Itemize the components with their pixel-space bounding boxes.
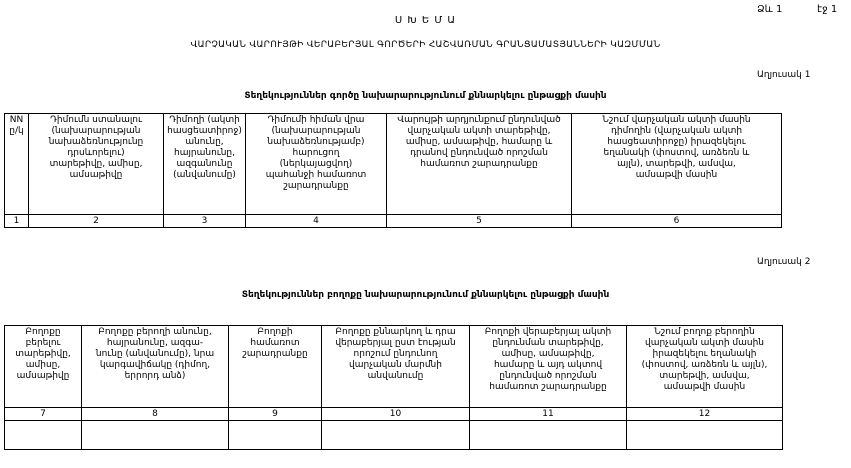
table-2-empty-cell: [82, 421, 229, 450]
table-2-column-number: 8: [82, 408, 229, 421]
table-1-header-cell: Դիմողի (ակտի հասցեատիրոջ) անունը, հայրանունը, ազգանունը (անվանումը): [164, 114, 246, 215]
table-1-header-cell: Նշում վարչական ակտի մասին դիմողին (վարչական ակտի հասցեատիրոջը) իրազեկելու եղանակի (փոստով, առձեռն և այլն), տարեթվի, ամսվա, ամսաթվի մասին: [572, 114, 782, 215]
page-number: էջ 1: [817, 4, 838, 15]
table-2-header-cell: Բողոքը քննարկող և դրա վերաբերյալ ըստ էության որոշում ընդունող վարչական մարմնի անվանումը: [322, 326, 470, 408]
table-2-label: Աղյուսակ 2: [757, 257, 811, 267]
table-2-header-row: [5, 326, 783, 408]
table-1-header-cell: Դիմումի հիման վրա (նախարարության նախաձեռնությամբ) հարուցող (ներկայացվող) պահանջի համառոտ շարադրանքը: [246, 114, 387, 215]
table-2-column-number: 9: [229, 408, 322, 421]
table-2-header-cell: Բողոքի վերաբերյալ ակտի ընդունման տարեթիվը, ամիսը, ամսաթիվը, համարը և այդ ակտով ընդունված որոշման համառոտ շարադրանքը: [470, 326, 627, 408]
table-1-header-cell: NN ը/կ: [5, 114, 29, 215]
table-1-label: Աղյուսակ 1: [757, 70, 811, 80]
table-1-column-number: 1: [5, 215, 29, 228]
table-1-column-number: 3: [164, 215, 246, 228]
table-1-header-row: [5, 114, 782, 215]
document-title: Ս Խ Ե Մ Ա: [394, 15, 457, 26]
table-2-empty-row: [5, 421, 783, 450]
table-1-number-row: [5, 215, 782, 228]
table-1-column-number: 6: [572, 215, 782, 228]
table-2-empty-cell: [627, 421, 783, 450]
table-2-header-cell: Բողոքը բերողի անունը, հայրանունը, ազգա- նունը (անվանումը), նրա կարգավիճակը (դիմող, երրորդ անձ): [82, 326, 229, 408]
table-1-column-number: 2: [29, 215, 164, 228]
table-2-column-number: 11: [470, 408, 627, 421]
table-2-column-number: 10: [322, 408, 470, 421]
table-2-header-cell: Նշում բողոք բերողին վարչական ակտի մասին իրազեկելու եղանակի (փոստով, առձեռն և այլն), տարեթվի, ամսվա, ամսաթվի մասին: [627, 326, 783, 408]
table-2-column-number: 12: [627, 408, 783, 421]
table-2-empty-cell: [5, 421, 82, 450]
table-2-column-number: 7: [5, 408, 82, 421]
table-1: [4, 113, 782, 228]
table-2-header-cell: Բողոքի համառոտ շարադրանքը: [229, 326, 322, 408]
table-2-empty-cell: [229, 421, 322, 450]
table-2-number-row: [5, 408, 783, 421]
table-1-header-cell: Դիմումն ստանալու (նախարարության նախաձեռնությունը դրսևորելու) տարեթիվը, ամիսը, ամսաթիվը: [29, 114, 164, 215]
table-1-title: Տեղեկություններ գործը նախարարությունում քննարկելու ընթացքի մասին: [244, 91, 607, 101]
table-2-empty-cell: [322, 421, 470, 450]
document-subtitle: ՎԱՐՉԱԿԱՆ ՎԱՐՈՒՅԹԻ ՎԵՐԱԲԵՐՅԱԼ ԳՈՐԾԵՐԻ ՀԱՇՎԱՌՄԱՆ ԳՐԱՆՑԱՄԱՏՅԱՆՆԵՐԻ ԿԱԶՄՄԱՆ: [190, 40, 661, 50]
table-1-header-cell: Վարույթի արդյունքում ընդունված վարչական ակտի տարեթիվը, ամիսը, ամսաթիվը, համարը և դրանով ընդունված որոշման համառոտ շարադրանքը: [387, 114, 572, 215]
table-2-header-cell: Բողոքը բերելու տարեթիվը, ամիսը, ամսաթիվը: [5, 326, 82, 408]
table-1-column-number: 5: [387, 215, 572, 228]
table-1-column-number: 4: [246, 215, 387, 228]
form-number: Ձև 1: [757, 4, 783, 15]
table-2: [4, 325, 783, 450]
table-2-empty-cell: [470, 421, 627, 450]
table-2-title: Տեղեկություններ բողոքը նախարարությունում քննարկելու ընթացքի մասին: [241, 290, 610, 300]
